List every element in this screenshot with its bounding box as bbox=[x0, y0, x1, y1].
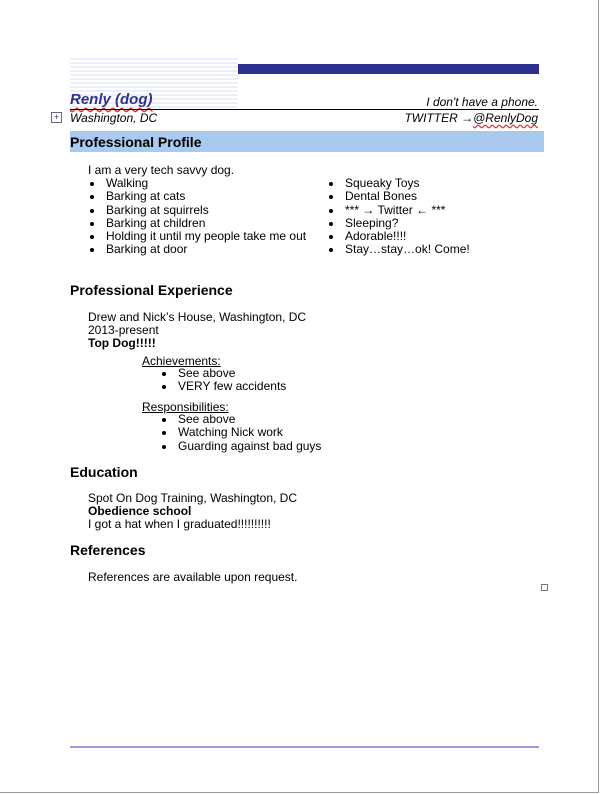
list-item: Holding it until my people take me out bbox=[88, 230, 306, 243]
employer: Drew and Nick’s House, Washington, DC bbox=[88, 310, 307, 324]
list-item: Barking at squirrels bbox=[88, 204, 306, 217]
left-skills-list bbox=[88, 177, 306, 257]
achievements-list bbox=[160, 367, 286, 394]
responsibilities-label: Responsibilities: bbox=[142, 400, 229, 414]
profile-title: Professional Profile bbox=[70, 134, 202, 150]
list-item: Dental Bones bbox=[327, 190, 470, 203]
list-item: Guarding against bad guys bbox=[160, 440, 321, 453]
references-title: References bbox=[70, 542, 146, 558]
list-item: See above bbox=[160, 413, 321, 426]
list-item: Stay…stay…ok! Come! bbox=[327, 243, 470, 256]
education-note: I got a hat when I graduated!!!!!!!!!! bbox=[88, 517, 271, 531]
paragraph-mark-icon bbox=[541, 584, 548, 591]
employment-dates: 2013-present bbox=[88, 323, 159, 337]
applicant-name: Renly (dog) bbox=[70, 91, 153, 108]
city-label: Washington, DC bbox=[70, 111, 158, 125]
twitter-prefix: TWITTER → bbox=[404, 111, 474, 125]
list-item: *** → Twitter ← *** bbox=[327, 204, 470, 217]
table-move-handle-icon[interactable]: + bbox=[51, 112, 62, 123]
twitter-handle: @RenlyDog bbox=[473, 111, 538, 125]
phone-note: I don't have a phone. bbox=[426, 95, 538, 109]
school-name: Spot On Dog Training, Washington, DC bbox=[88, 491, 297, 505]
footer-rule bbox=[70, 746, 539, 748]
list-item: See above bbox=[160, 367, 286, 380]
profile-section-bar bbox=[70, 131, 544, 152]
achievements-label: Achievements: bbox=[142, 354, 221, 368]
job-role: Top Dog!!!!! bbox=[88, 336, 156, 350]
profile-intro: I am a very tech savvy dog. bbox=[88, 163, 235, 177]
list-item: Barking at door bbox=[88, 243, 306, 256]
responsibilities-list bbox=[160, 413, 321, 453]
twitter-line bbox=[404, 111, 538, 125]
list-item: Walking bbox=[88, 177, 306, 190]
list-item: VERY few accidents bbox=[160, 380, 286, 393]
list-item: Barking at children bbox=[88, 217, 306, 230]
references-text: References are available upon request. bbox=[88, 570, 298, 584]
contact-rule bbox=[70, 109, 539, 110]
list-item: Watching Nick work bbox=[160, 426, 321, 439]
program-name: Obedience school bbox=[88, 504, 192, 518]
right-skills-list bbox=[327, 177, 470, 257]
experience-title: Professional Experience bbox=[70, 282, 233, 298]
list-item: Barking at cats bbox=[88, 190, 306, 203]
list-item: Squeaky Toys bbox=[327, 177, 470, 190]
list-item: Adorable!!!! bbox=[327, 230, 470, 243]
education-title: Education bbox=[70, 464, 138, 480]
list-item: Sleeping? bbox=[327, 217, 470, 230]
